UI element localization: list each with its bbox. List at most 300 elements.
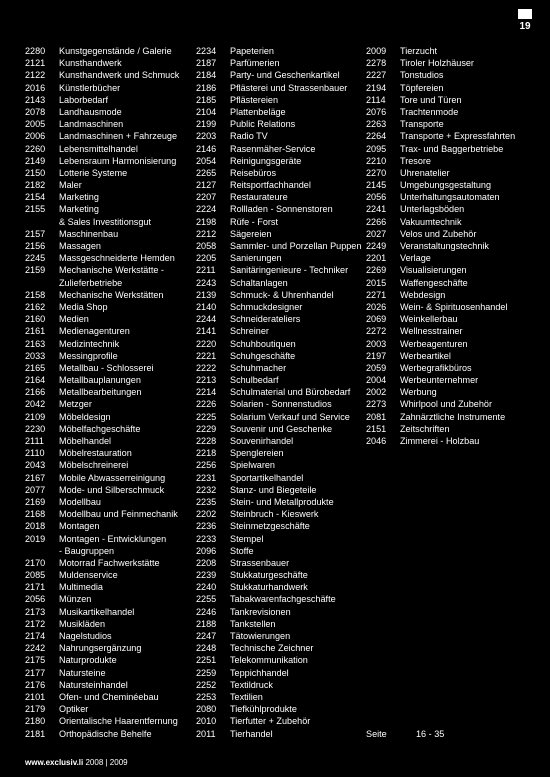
entry-name: Metallbauplanungen	[59, 375, 141, 386]
index-entry	[366, 374, 541, 386]
entry-name: Schulbedarf	[230, 375, 279, 386]
index-entry	[25, 618, 193, 630]
entry-code: 2240	[196, 582, 217, 593]
entry-code: 2280	[25, 46, 46, 56]
entry-name: Tierfutter + Zubehör	[230, 716, 311, 727]
entry-name: Transporte + Expressfahrten	[400, 131, 516, 142]
entry-name: Zeitschriften	[400, 423, 450, 434]
entry-name: Mobile Abwasserreinigung	[59, 472, 166, 483]
entry-code: 2232	[196, 484, 217, 495]
entry-code: 2009	[366, 46, 387, 56]
index-entry	[25, 703, 193, 715]
entry-code	[25, 545, 59, 557]
entry-name: Metallbearbeitungen	[59, 387, 142, 398]
entry-name: Nahrungsergänzung	[59, 643, 142, 654]
index-entry	[196, 691, 366, 703]
index-entry	[196, 313, 366, 325]
index-entry	[196, 252, 366, 264]
entry-name: Messingprofile	[59, 350, 118, 361]
entry-code: 2171	[25, 582, 46, 593]
index-entry	[196, 240, 366, 252]
index-entry	[25, 557, 193, 569]
index-entry	[196, 289, 366, 301]
entry-name: Künstlerbücher	[59, 82, 121, 93]
entry-code: 2172	[25, 618, 46, 629]
entry-name: Landhausmode	[59, 106, 122, 117]
entry-name: Medienagenturen	[59, 326, 130, 337]
entry-name: Lebensraum Harmonisierung	[59, 155, 177, 166]
entry-code: 2056	[25, 594, 46, 605]
entry-name: Weinkellerbau	[400, 314, 458, 325]
entry-code: 2251	[196, 655, 217, 666]
entry-code: 2145	[366, 180, 387, 191]
entry-code: 2265	[196, 167, 217, 178]
entry-name: Medien	[59, 314, 89, 325]
index-column-2	[196, 45, 366, 740]
entry-name: Steinbruch - Kieswerk	[230, 509, 319, 520]
entry-code: 2220	[196, 338, 217, 349]
entry-code: 2170	[25, 557, 46, 568]
index-entry	[196, 191, 366, 203]
entry-code: 2002	[366, 387, 387, 398]
entry-code: 2272	[366, 326, 387, 337]
index-entry	[25, 338, 193, 350]
index-entry	[196, 398, 366, 410]
index-entry	[196, 459, 366, 471]
entry-code: 2069	[366, 314, 387, 325]
index-entry	[366, 252, 541, 264]
index-entry	[196, 264, 366, 276]
entry-code: 2226	[196, 399, 217, 410]
index-entry	[196, 667, 366, 679]
index-entry	[25, 472, 193, 484]
entry-code: 2101	[25, 691, 46, 702]
entry-name: Trax- und Baggerbetriebe	[400, 143, 504, 154]
entry-code: 2182	[25, 180, 46, 191]
entry-name: Visualisierungen	[400, 265, 467, 276]
entry-name: Zahnärztliche Instrumente	[400, 411, 506, 422]
index-entry	[196, 82, 366, 94]
index-entry	[366, 216, 541, 228]
page-reference-label: Seite	[366, 728, 387, 739]
index-entry	[196, 618, 366, 630]
index-entry	[25, 667, 193, 679]
entry-name: Public Relations	[230, 119, 296, 130]
entry-name: Landmaschinen	[59, 119, 124, 130]
entry-name: Maschinenbau	[59, 228, 119, 239]
index-entry	[366, 106, 541, 118]
entry-code: 2248	[196, 643, 217, 654]
entry-name: Sanierungen	[230, 253, 282, 264]
entry-name: Tankrevisionen	[230, 606, 291, 617]
entry-name: & Sales Investitionsgut	[59, 216, 151, 227]
entry-name: Medizintechnik	[59, 338, 120, 349]
index-entry	[196, 484, 366, 496]
entry-name: Souvenir und Geschenke	[230, 423, 333, 434]
entry-name: Tore und Türen	[400, 94, 462, 105]
entry-code: 2203	[196, 131, 217, 142]
index-entry	[196, 630, 366, 642]
entry-code: 2198	[196, 216, 217, 227]
entry-name: Schuhmacher	[230, 362, 287, 373]
entry-code: 2239	[196, 570, 217, 581]
index-entry	[25, 240, 193, 252]
entry-name: Tankstellen	[230, 618, 276, 629]
entry-code: 2175	[25, 655, 46, 666]
entry-code: 2043	[25, 460, 46, 471]
entry-code: 2127	[196, 180, 217, 191]
entry-code: 2176	[25, 679, 46, 690]
index-entry	[196, 703, 366, 715]
index-entry	[196, 228, 366, 240]
entry-name: Musikläden	[59, 618, 105, 629]
entry-code: 2042	[25, 399, 46, 410]
index-entry	[25, 447, 193, 459]
index-entry	[196, 57, 366, 69]
entry-code: 2164	[25, 375, 46, 386]
entry-name: Sanitäringenieure - Techniker	[230, 265, 349, 276]
entry-code: 2233	[196, 533, 217, 544]
entry-code: 2141	[196, 326, 217, 337]
index-entry	[196, 728, 366, 740]
index-entry	[366, 338, 541, 350]
index-entry	[196, 411, 366, 423]
index-entry	[366, 423, 541, 435]
entry-name: Lebensmittelhandel	[59, 143, 138, 154]
entry-name: - Baugruppen	[59, 545, 115, 556]
entry-name: Zimmerei - Holzbau	[400, 436, 480, 446]
index-entry	[25, 301, 193, 313]
entry-name: Trachtenmode	[400, 106, 459, 117]
entry-name: Parfümerien	[230, 58, 280, 69]
entry-code: 2077	[25, 484, 46, 495]
index-entry	[196, 155, 366, 167]
entry-name: Stukkaturgeschäfte	[230, 570, 308, 581]
index-entry	[196, 118, 366, 130]
entry-name: Mechanische Werkstätte -	[59, 265, 164, 276]
index-entry	[25, 252, 193, 264]
index-entry	[196, 179, 366, 191]
entry-code: 2253	[196, 691, 217, 702]
index-entry	[196, 496, 366, 508]
index-entry	[366, 228, 541, 240]
index-entry	[25, 533, 193, 545]
index-entry	[366, 240, 541, 252]
index-entry	[366, 118, 541, 130]
index-entry	[25, 94, 193, 106]
entry-code: 2199	[196, 119, 217, 130]
entry-code: 2150	[25, 167, 46, 178]
index-entry	[25, 728, 193, 740]
entry-name: Tiroler Holzhäuser	[400, 58, 474, 69]
index-entry	[366, 94, 541, 106]
entry-name: Rasenmäher-Service	[230, 143, 316, 154]
entry-name: Pflästereien	[230, 94, 279, 105]
entry-name: Spielwaren	[230, 460, 275, 471]
entry-name: Orientalische Haarentfernung	[59, 716, 178, 727]
entry-name: Wein- & Spirituosenhandel	[400, 301, 508, 312]
entry-code: 2109	[25, 411, 46, 422]
page-number: 19	[519, 21, 531, 32]
entry-name: Möbelschreinerei	[59, 460, 129, 471]
entry-name: Stoffe	[230, 545, 254, 556]
index-entry	[196, 301, 366, 313]
entry-name: Pflästerei und Strassenbauer	[230, 82, 348, 93]
entry-code: 2187	[196, 58, 217, 69]
entry-name: Tiefkühlprodukte	[230, 704, 297, 715]
entry-name: Musikartikelhandel	[59, 606, 135, 617]
entry-name: Solarium Verkauf und Service	[230, 411, 350, 422]
index-entry	[196, 435, 366, 447]
entry-code: 2111	[25, 436, 44, 446]
index-entry	[25, 118, 193, 130]
index-entry	[25, 264, 193, 276]
entry-code: 2004	[366, 375, 387, 386]
index-entry	[366, 277, 541, 289]
page-reference	[366, 728, 541, 740]
entry-code: 2169	[25, 496, 46, 507]
entry-code: 2252	[196, 679, 217, 690]
index-entry	[25, 654, 193, 666]
entry-code: 2241	[366, 204, 387, 215]
entry-name: Technische Zeichner	[230, 643, 314, 654]
entry-code	[25, 277, 59, 289]
entry-code: 2081	[366, 411, 387, 422]
index-entry	[25, 289, 193, 301]
index-entry	[25, 45, 193, 57]
entry-name: Modellbau	[59, 496, 101, 507]
index-entry	[196, 106, 366, 118]
entry-code: 2010	[196, 716, 217, 727]
entry-code: 2146	[196, 143, 217, 154]
index-entry	[196, 167, 366, 179]
index-entry	[25, 325, 193, 337]
entry-code: 2161	[25, 326, 46, 337]
entry-name: Teppichhandel	[230, 667, 289, 678]
entry-code: 2056	[366, 192, 387, 203]
entry-name: Möbelhandel	[59, 436, 112, 446]
entry-name: Transporte	[400, 119, 444, 130]
index-entry	[25, 216, 193, 228]
index-entry	[196, 606, 366, 618]
index-entry	[366, 82, 541, 94]
entry-code: 2154	[25, 192, 46, 203]
index-entry	[25, 106, 193, 118]
entry-name: Unterhaltungsautomaten	[400, 192, 500, 203]
index-entry	[196, 338, 366, 350]
index-entry	[25, 362, 193, 374]
entry-code: 2246	[196, 606, 217, 617]
index-entry	[196, 69, 366, 81]
entry-code: 2165	[25, 362, 46, 373]
index-entry	[366, 362, 541, 374]
entry-name: Vakuumtechnik	[400, 216, 462, 227]
entry-code: 2249	[366, 241, 387, 251]
entry-name: Whirlpool und Zubehör	[400, 399, 492, 410]
index-entry	[366, 386, 541, 398]
entry-code: 2222	[196, 362, 217, 373]
index-entry	[25, 679, 193, 691]
entry-name: Münzen	[59, 594, 92, 605]
index-entry	[196, 45, 366, 57]
entry-code: 2006	[25, 131, 46, 142]
entry-code: 2096	[196, 545, 217, 556]
index-entry	[196, 545, 366, 557]
index-entry	[196, 350, 366, 362]
index-entry	[366, 264, 541, 276]
entry-name: Waffengeschäfte	[400, 277, 468, 288]
entry-name: Massgeschneiderte Hemden	[59, 253, 175, 264]
entry-name: Muldenservice	[59, 570, 118, 581]
entry-name: Orthopädische Behelfe	[59, 728, 152, 739]
index-entry	[25, 374, 193, 386]
entry-name: Ofen- und Cheminéebau	[59, 691, 159, 702]
index-entry	[25, 508, 193, 520]
entry-code: 2188	[196, 618, 217, 629]
entry-code: 2015	[366, 277, 387, 288]
index-entry	[196, 447, 366, 459]
entry-code: 2197	[366, 350, 387, 361]
index-entry	[196, 374, 366, 386]
entry-name: Webdesign	[400, 289, 446, 300]
entry-name: Stukkaturhandwerk	[230, 582, 308, 593]
footer-url[interactable]: www.exclusiv.li	[25, 758, 84, 767]
entry-code: 2159	[25, 265, 46, 276]
entry-code: 2212	[196, 228, 217, 239]
entry-name: Werbeartikel	[400, 350, 451, 361]
entry-code: 2027	[366, 228, 387, 239]
entry-code: 2214	[196, 387, 217, 398]
entry-name: Strassenbauer	[230, 557, 290, 568]
entry-code: 2213	[196, 375, 217, 386]
entry-code: 2210	[366, 155, 387, 166]
index-entry	[366, 289, 541, 301]
entry-name: Nagelstudios	[59, 631, 112, 641]
index-entry	[366, 301, 541, 313]
entry-code: 2256	[196, 460, 217, 471]
entry-code: 2046	[366, 436, 387, 446]
index-entry	[25, 642, 193, 654]
entry-name: Textildruck	[230, 679, 273, 690]
entry-code: 2166	[25, 387, 46, 398]
entry-code: 2207	[196, 192, 217, 203]
index-entry	[196, 386, 366, 398]
entry-code: 2228	[196, 436, 217, 446]
index-entry	[366, 398, 541, 410]
index-entry	[25, 593, 193, 605]
entry-code: 2264	[366, 131, 387, 142]
entry-code: 2011	[196, 728, 216, 739]
entry-name: Tierhandel	[230, 728, 273, 739]
index-entry	[25, 484, 193, 496]
entry-name: Schuhgeschäfte	[230, 350, 296, 361]
entry-code: 2263	[366, 119, 387, 130]
entry-name: Unterlagsböden	[400, 204, 465, 215]
index-entry	[366, 411, 541, 423]
entry-name: Souvenirhandel	[230, 436, 294, 446]
entry-name: Uhrenatelier	[400, 167, 450, 178]
index-entry	[25, 155, 193, 167]
entry-name: Laborbedarf	[59, 94, 109, 105]
entry-name: Modellbau und Feinmechanik	[59, 509, 178, 520]
entry-code: 2104	[196, 106, 217, 117]
index-entry	[196, 277, 366, 289]
index-entry	[196, 715, 366, 727]
index-entry	[25, 715, 193, 727]
entry-name: Metzger	[59, 399, 92, 410]
entry-code: 2270	[366, 167, 387, 178]
entry-code: 2269	[366, 265, 387, 276]
entry-name: Stein- und Metallprodukte	[230, 496, 334, 507]
index-entry	[366, 167, 541, 179]
index-entry	[25, 167, 193, 179]
entry-code: 2218	[196, 448, 217, 459]
index-entry	[25, 520, 193, 532]
entry-name: Optiker	[59, 704, 89, 715]
entry-name: Velos und Zubehör	[400, 228, 477, 239]
entry-code: 2121	[25, 58, 46, 69]
index-entry	[196, 679, 366, 691]
index-entry	[25, 203, 193, 215]
page-number-marker	[510, 9, 540, 32]
entry-name: Tonstudios	[400, 70, 444, 81]
entry-name: Montagen - Entwicklungen	[59, 533, 167, 544]
entry-name: Tabakwarenfachgeschäfte	[230, 594, 336, 605]
entry-code: 2231	[196, 472, 217, 483]
entry-code: 2202	[196, 509, 217, 520]
entry-name: Werbegrafikbüros	[400, 362, 472, 373]
index-entry	[25, 496, 193, 508]
entry-name: Verlage	[400, 253, 431, 264]
entry-name: Rüfe - Forst	[230, 216, 279, 227]
entry-name: Lotterie Systeme	[59, 167, 128, 178]
entry-code: 2156	[25, 241, 46, 251]
entry-code: 2244	[196, 314, 217, 325]
entry-code: 2016	[25, 82, 46, 93]
index-entry	[25, 191, 193, 203]
index-entry	[196, 533, 366, 545]
entry-name: Schreiner	[230, 326, 269, 337]
entry-name: Mechanische Werkstätten	[59, 289, 164, 300]
entry-name: Werbeunternehmer	[400, 375, 479, 386]
entry-code: 2078	[25, 106, 46, 117]
entry-code: 2155	[25, 204, 46, 215]
index-entry	[196, 423, 366, 435]
entry-code: 2140	[196, 301, 217, 312]
index-entry	[196, 130, 366, 142]
entry-name: Sammler- und Porzellan Puppen	[230, 241, 362, 251]
index-entry	[25, 411, 193, 423]
entry-name: Metallbau - Schlosserei	[59, 362, 154, 373]
entry-name: Werbeagenturen	[400, 338, 468, 349]
footer	[25, 758, 128, 767]
page-reference-range: 16 - 35	[416, 728, 445, 739]
index-entry	[25, 691, 193, 703]
index-entry	[196, 557, 366, 569]
entry-code: 2245	[25, 253, 46, 264]
index-entry	[25, 423, 193, 435]
index-entry	[366, 69, 541, 81]
entry-code: 2076	[366, 106, 387, 117]
entry-name: Telekommunikation	[230, 655, 308, 666]
entry-code: 2026	[366, 301, 387, 312]
index-entry	[366, 191, 541, 203]
entry-name: Marketing	[59, 204, 99, 215]
entry-code: 2122	[25, 70, 46, 81]
index-column-3	[366, 45, 541, 740]
entry-name: Papeterien	[230, 46, 274, 56]
entry-code: 2180	[25, 716, 46, 727]
